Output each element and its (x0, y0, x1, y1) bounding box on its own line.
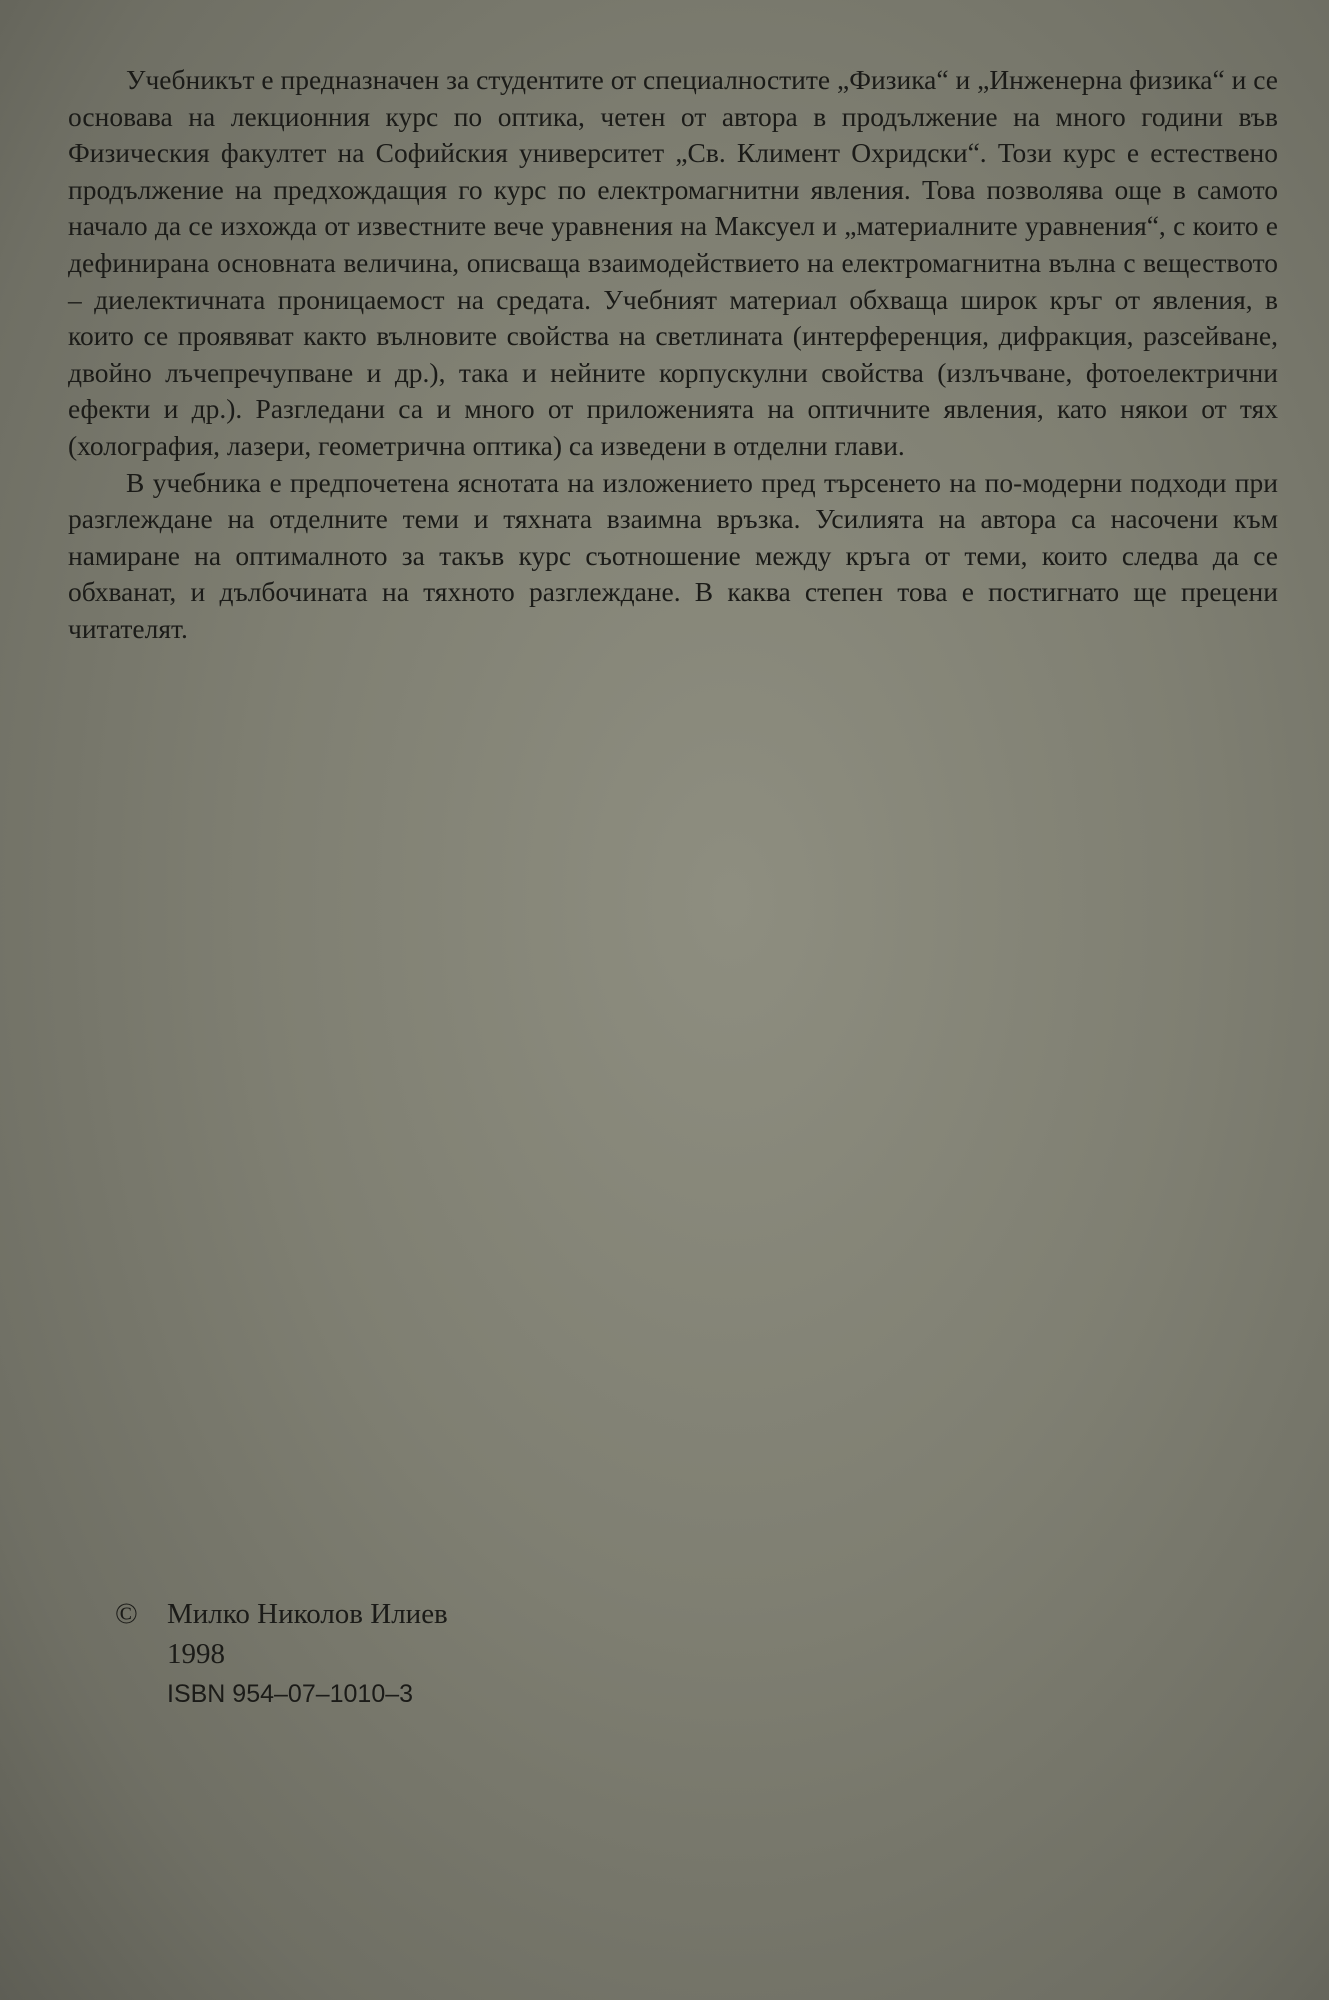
imprint-block (115, 1594, 448, 1714)
copyright-icon: © (115, 1597, 138, 1630)
annotation-text (68, 62, 1278, 648)
paragraph-1: Учебникът е предназначен за студентите от специалностите „Физика“ и „Инженерна физика“ и се основава на лекционния курс по оптика, четен от автора в продължение на много години във Физическия факултет на Софийския университет „Св. Климент Охридски“. Този курс е естествено продължение на предхождащия го курс по електромагнитни явления. Това позволява още в самото начало да се изхожда от известните вече уравнения на Максуел и „материалните уравнения“, с които е дефинирана основната величина, описваща взаимодействието на електромагнитна вълна с веществото – диелектичната проницаемост на средата. Учебният материал обхваща широк кръг от явления, в които се проявяват както вълновите свойства на светлината (интерференция, дифракция, разсейване, двойно лъчепречупване и др.), така и нейните корпускулни свойства (излъчване, фотоелектрични ефекти и др.). Разгледани са и много от приложенията на оптичните явления, като някои от тях (холография, лазери, геометрична оптика) са изведени в отделни глави. (68, 64, 1278, 461)
isbn-number: ISBN 954–07–1010–3 (167, 1680, 414, 1708)
publication-year: 1998 (167, 1638, 225, 1670)
author-name: Милко Николов Илиев (167, 1598, 448, 1630)
copyright-line (115, 1594, 448, 1634)
paragraph-2: В учебника е предпочетена яснотата на изложението пред търсенето на по-модерни подходи при разглеждане на отделните теми и тяхната взаимна връзка. Усилията на автора са насочени към намиране на оптималното за такъв курс съотношение между кръга от теми, които следва да се обхванат, и дълбочината на тяхното разглеждане. В каква степен това е постигнато ще прецени читателят. (68, 466, 1278, 644)
